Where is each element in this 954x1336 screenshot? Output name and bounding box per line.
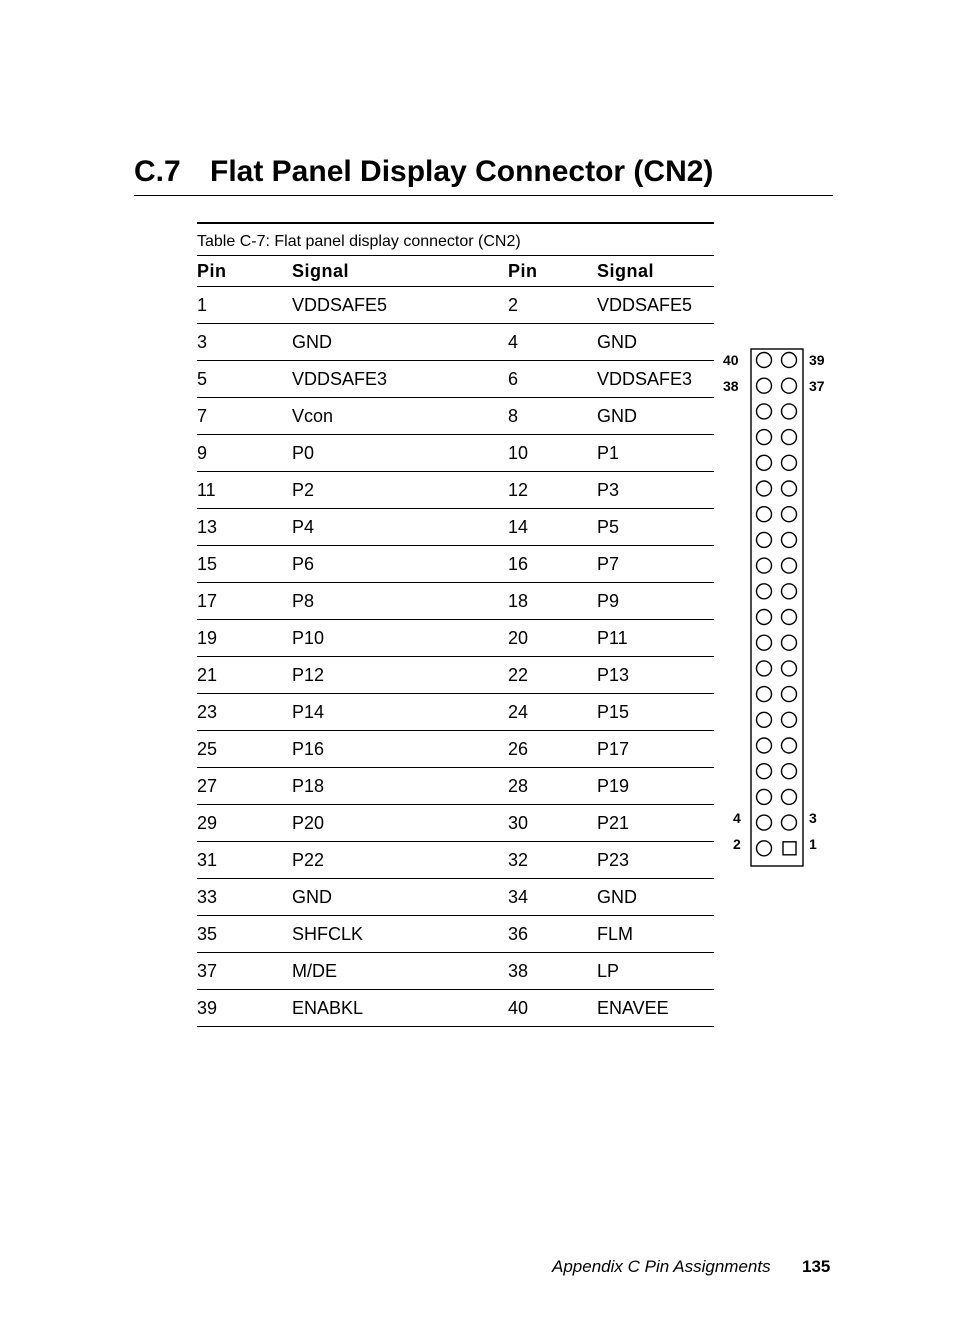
cell-signal-right: P13 — [597, 665, 630, 685]
table-row — [197, 694, 714, 731]
cell-signal-right: P15 — [597, 702, 630, 722]
section-heading — [134, 150, 833, 196]
table-row — [197, 842, 714, 879]
cell-pin-right: 30 — [508, 813, 529, 833]
pin-1-square — [783, 842, 796, 855]
pin-hole — [757, 764, 772, 779]
cell-pin-left: 35 — [197, 924, 218, 944]
pin-hole — [782, 815, 797, 830]
footer-page-number: 135 — [802, 1257, 831, 1276]
table-row — [197, 620, 714, 657]
cell-pin-right: 28 — [508, 776, 529, 796]
cell-pin-left: 17 — [197, 591, 218, 611]
cell-pin-right: 34 — [508, 887, 529, 907]
table-row — [197, 472, 714, 509]
table-row — [197, 509, 714, 546]
cell-pin-right: 10 — [508, 443, 529, 463]
pin-hole — [782, 507, 797, 522]
cell-pin-left: 25 — [197, 739, 218, 759]
table-header-row — [197, 256, 714, 287]
pin-hole — [782, 353, 797, 368]
cell-pin-right: 12 — [508, 480, 529, 500]
pin-hole — [757, 404, 772, 419]
cell-signal-right: GND — [597, 887, 637, 907]
table-row — [197, 805, 714, 842]
pin-hole — [757, 558, 772, 573]
connector-frame — [751, 349, 803, 866]
cell-pin-right: 26 — [508, 739, 529, 759]
pin-hole — [757, 841, 772, 856]
table-row — [197, 287, 714, 324]
pin-hole — [782, 687, 797, 702]
cell-signal-left: M/DE — [292, 961, 337, 981]
pin-label-38: 38 — [723, 378, 739, 394]
cell-pin-right: 24 — [508, 702, 529, 722]
table-row — [197, 361, 714, 398]
cell-pin-left: 19 — [197, 628, 218, 648]
cell-pin-right: 16 — [508, 554, 529, 574]
cell-pin-left: 11 — [197, 480, 216, 500]
footer-section-label: Appendix C Pin Assignments — [552, 1257, 771, 1276]
pin-hole — [782, 404, 797, 419]
pin-hole — [782, 430, 797, 445]
pin-label-2: 2 — [733, 836, 741, 852]
table-row — [197, 546, 714, 583]
pin-hole — [782, 378, 797, 393]
cell-pin-left: 21 — [197, 665, 218, 685]
cell-signal-right: P23 — [597, 850, 630, 870]
cell-signal-right: LP — [597, 961, 620, 981]
pin-hole — [782, 610, 797, 625]
pin-hole — [782, 455, 797, 470]
cell-pin-left: 15 — [197, 554, 218, 574]
pin-hole — [757, 378, 772, 393]
cell-signal-right: VDDSAFE5 — [597, 295, 693, 315]
cell-pin-right: 20 — [508, 628, 529, 648]
cell-signal-left: SHFCLK — [292, 924, 364, 944]
cell-signal-right: P5 — [597, 517, 620, 537]
pin-hole — [782, 635, 797, 650]
cell-signal-right: VDDSAFE3 — [597, 369, 693, 389]
cell-signal-right: FLM — [597, 924, 633, 944]
pin-hole — [757, 738, 772, 753]
pin-label-40: 40 — [723, 352, 739, 368]
header-signal-left: Signal — [292, 261, 350, 281]
table-row — [197, 583, 714, 620]
table-row — [197, 879, 714, 916]
cell-pin-left: 7 — [197, 406, 208, 426]
pin-hole — [757, 584, 772, 599]
cell-signal-right: P11 — [597, 628, 628, 648]
cell-signal-right: GND — [597, 406, 637, 426]
pin-label-39: 39 — [809, 352, 825, 368]
pin-hole — [782, 789, 797, 804]
cell-signal-left: P2 — [292, 480, 315, 500]
cell-pin-left: 5 — [197, 369, 208, 389]
cell-pin-left: 9 — [197, 443, 208, 463]
cell-signal-left: P6 — [292, 554, 315, 574]
cell-pin-right: 40 — [508, 998, 529, 1018]
pin-hole — [757, 635, 772, 650]
pin-hole — [757, 430, 772, 445]
pin-label-1: 1 — [809, 836, 817, 852]
cell-signal-right: P7 — [597, 554, 620, 574]
pin-hole — [782, 712, 797, 727]
cell-pin-left: 31 — [197, 850, 218, 870]
pin-label-4: 4 — [733, 810, 741, 826]
cell-pin-right: 14 — [508, 517, 529, 537]
cell-signal-left: P18 — [292, 776, 325, 796]
pin-hole — [757, 789, 772, 804]
cell-pin-right: 8 — [508, 406, 519, 426]
table-row — [197, 953, 714, 990]
cell-signal-left: P4 — [292, 517, 315, 537]
cell-pin-left: 3 — [197, 332, 208, 352]
cell-signal-left: ENABKL — [292, 998, 364, 1018]
cell-signal-left: P14 — [292, 702, 325, 722]
pin-hole — [757, 815, 772, 830]
pin-hole — [782, 558, 797, 573]
cell-pin-left: 13 — [197, 517, 218, 537]
connector-diagram — [720, 340, 834, 870]
table-caption: Table C-7: Flat panel display connector (CN2) — [197, 224, 714, 256]
cell-signal-right: P3 — [597, 480, 620, 500]
cell-signal-right: P17 — [597, 739, 630, 759]
cell-signal-left: GND — [292, 887, 332, 907]
table-row — [197, 657, 714, 694]
cell-signal-right: P21 — [597, 813, 630, 833]
cell-pin-right: 4 — [508, 332, 519, 352]
cell-pin-left: 39 — [197, 998, 218, 1018]
table-row — [197, 324, 714, 361]
table-row — [197, 731, 714, 768]
cell-pin-right: 38 — [508, 961, 529, 981]
pin-hole — [757, 481, 772, 496]
pin-hole — [757, 687, 772, 702]
table-row — [197, 398, 714, 435]
cell-pin-left: 29 — [197, 813, 218, 833]
cell-signal-left: P8 — [292, 591, 315, 611]
cell-pin-right: 22 — [508, 665, 529, 685]
pin-hole — [782, 661, 797, 676]
cell-signal-left: Vcon — [292, 406, 334, 426]
cell-pin-left: 27 — [197, 776, 218, 796]
cell-signal-left: VDDSAFE5 — [292, 295, 388, 315]
pin-hole — [757, 532, 772, 547]
cell-signal-left: P22 — [292, 850, 325, 870]
cell-signal-left: GND — [292, 332, 332, 352]
pin-hole — [782, 584, 797, 599]
header-pin-right: Pin — [508, 261, 538, 281]
cell-pin-left: 23 — [197, 702, 218, 722]
cell-pin-left: 37 — [197, 961, 218, 981]
cell-signal-right: P1 — [597, 443, 620, 463]
cell-signal-left: P20 — [292, 813, 325, 833]
header-pin-left: Pin — [197, 261, 227, 281]
cell-signal-right: P9 — [597, 591, 620, 611]
cell-signal-left: P0 — [292, 443, 315, 463]
pin-hole — [757, 507, 772, 522]
pin-table — [197, 222, 714, 1027]
header-signal-right: Signal — [597, 261, 655, 281]
cell-pin-right: 18 — [508, 591, 529, 611]
cell-signal-right: P19 — [597, 776, 630, 796]
table-row — [197, 435, 714, 472]
pin-hole — [782, 532, 797, 547]
pin-hole — [782, 764, 797, 779]
section-number: C.7 — [134, 155, 181, 188]
cell-pin-left: 33 — [197, 887, 218, 907]
table-body — [197, 287, 714, 1027]
cell-pin-left: 1 — [197, 295, 208, 315]
pin-hole — [757, 610, 772, 625]
cell-pin-right: 36 — [508, 924, 529, 944]
pin-hole — [757, 661, 772, 676]
table-row — [197, 916, 714, 953]
cell-pin-right: 6 — [508, 369, 519, 389]
pin-label-37: 37 — [809, 378, 825, 394]
pin-hole — [782, 481, 797, 496]
cell-pin-right: 32 — [508, 850, 529, 870]
pin-hole — [757, 712, 772, 727]
cell-pin-right: 2 — [508, 295, 519, 315]
connector-drawing — [720, 340, 834, 870]
pin-hole — [757, 353, 772, 368]
cell-signal-right: ENAVEE — [597, 998, 669, 1018]
cell-signal-left: P12 — [292, 665, 325, 685]
pin-label-3: 3 — [809, 810, 817, 826]
cell-signal-left: VDDSAFE3 — [292, 369, 388, 389]
cell-signal-right: GND — [597, 332, 637, 352]
cell-signal-left: P16 — [292, 739, 325, 759]
cell-signal-left: P10 — [292, 628, 325, 648]
pin-hole — [782, 738, 797, 753]
section-title: Flat Panel Display Connector (CN2) — [210, 155, 714, 188]
pin-hole — [757, 455, 772, 470]
table-row — [197, 768, 714, 805]
table-row — [197, 990, 714, 1027]
